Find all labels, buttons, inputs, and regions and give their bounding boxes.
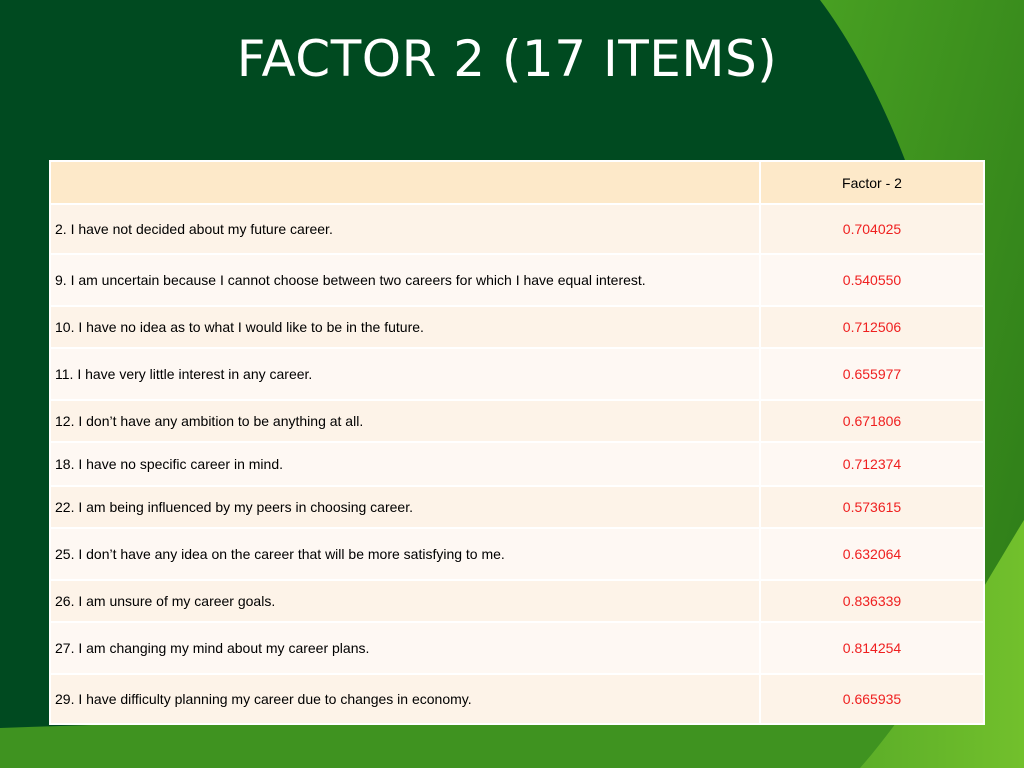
table-row <box>50 674 984 724</box>
table-row <box>50 400 984 442</box>
factor-loading-value: 0.540550 <box>760 254 984 306</box>
factor-loading-value: 0.814254 <box>760 622 984 674</box>
header-factor-column: Factor - 2 <box>760 161 984 204</box>
item-statement: 26. I am unsure of my career goals. <box>50 580 760 622</box>
factor-table-container <box>49 160 983 725</box>
factor-loading-value: 0.655977 <box>760 348 984 400</box>
factor-loadings-table <box>49 160 985 725</box>
table-row <box>50 580 984 622</box>
item-statement: 27. I am changing my mind about my career plans. <box>50 622 760 674</box>
item-statement: 2. I have not decided about my future career. <box>50 204 760 254</box>
item-statement: 18. I have no specific career in mind. <box>50 442 760 486</box>
item-statement: 12. I don’t have any ambition to be anything at all. <box>50 400 760 442</box>
factor-loading-value: 0.665935 <box>760 674 984 724</box>
item-statement: 9. I am uncertain because I cannot choose between two careers for which I have equal interest. <box>50 254 760 306</box>
item-statement: 10. I have no idea as to what I would like to be in the future. <box>50 306 760 348</box>
slide-title: FACTOR 2 (17 ITEMS) <box>236 30 778 88</box>
factor-loading-value: 0.632064 <box>760 528 984 580</box>
item-statement: 11. I have very little interest in any career. <box>50 348 760 400</box>
table-row <box>50 528 984 580</box>
factor-loading-value: 0.836339 <box>760 580 984 622</box>
table-row <box>50 442 984 486</box>
factor-loading-value: 0.671806 <box>760 400 984 442</box>
table-row <box>50 204 984 254</box>
factor-loading-value: 0.712374 <box>760 442 984 486</box>
table-row <box>50 254 984 306</box>
table-row <box>50 306 984 348</box>
item-statement: 25. I don’t have any idea on the career that will be more satisfying to me. <box>50 528 760 580</box>
item-statement: 22. I am being influenced by my peers in choosing career. <box>50 486 760 528</box>
header-item-column <box>50 161 760 204</box>
table-body <box>50 204 984 724</box>
item-statement: 29. I have difficulty planning my career due to changes in economy. <box>50 674 760 724</box>
table-row <box>50 486 984 528</box>
factor-loading-value: 0.712506 <box>760 306 984 348</box>
table-row <box>50 348 984 400</box>
factor-loading-value: 0.573615 <box>760 486 984 528</box>
table-header-row <box>50 161 984 204</box>
table-row <box>50 622 984 674</box>
factor-loading-value: 0.704025 <box>760 204 984 254</box>
